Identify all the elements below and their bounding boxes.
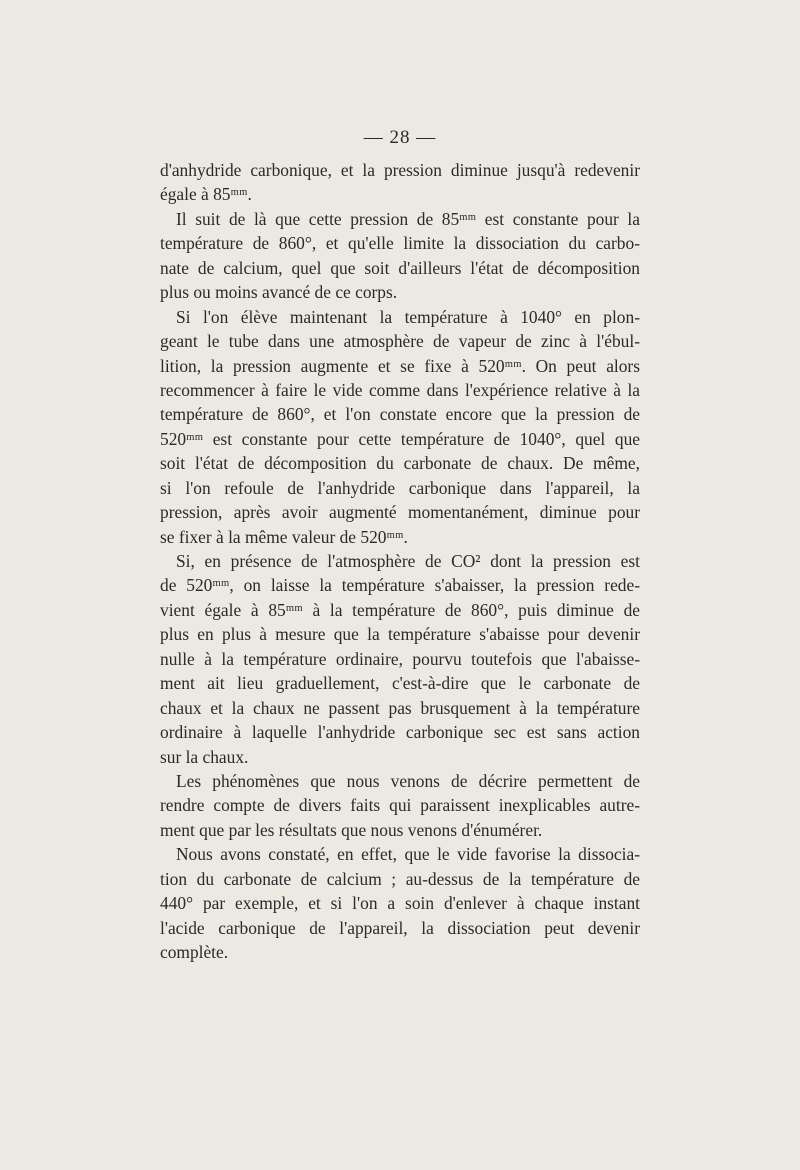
text-line: nulle à la température ordinaire, pourvu toutefois que l'abaisse- — [160, 648, 640, 669]
text-line: vient égale à 85ᵐᵐ à la température de 860°, puis diminue de — [160, 599, 640, 620]
text-line: pression, après avoir augmenté momentanément, diminue pour — [160, 502, 640, 523]
text-line: nate de calcium, quel que soit d'ailleurs l'état de décomposition — [160, 257, 640, 278]
text-line: sur la chaux. — [160, 746, 249, 767]
text-line: Les phénomènes que nous venons de décrire permettent de — [176, 770, 640, 791]
text-line: recommencer à faire le vide comme dans l'expérience relative à la — [160, 379, 640, 400]
text-line: 520ᵐᵐ est constante pour cette température de 1040°, quel que — [160, 428, 640, 449]
text-line: température de 860°, et qu'elle limite la dissociation du carbo- — [160, 233, 640, 254]
text-line: température de 860°, et l'on constate encore que la pression de — [160, 404, 640, 425]
text-line: Si, en présence de l'atmosphère de CO² dont la pression est — [176, 551, 640, 571]
text-line: rendre compte de divers faits qui paraissent inexplicables autre- — [160, 795, 640, 816]
text-line: Nous avons constaté, en effet, que le vide favorise la dissocia- — [176, 844, 640, 865]
text-line: d'anhydride carbonique, et la pression diminue jusqu'à redevenir — [160, 160, 640, 180]
text-line: plus en plus à mesure que la température s'abaisse pour devenir — [160, 624, 640, 645]
text-line: lition, la pression augmente et se fixe à 520ᵐᵐ. On peut alors — [160, 355, 640, 376]
text-line: se fixer à la même valeur de 520ᵐᵐ. — [160, 526, 408, 547]
text-line: soit l'état de décomposition du carbonate de chaux. De même, — [160, 453, 640, 474]
text-line: tion du carbonate de calcium ; au-dessus de la température de — [160, 868, 640, 889]
page-number: — 28 — — [363, 127, 437, 148]
text-line: Il suit de là que cette pression de 85ᵐᵐ est constante pour la — [176, 208, 640, 229]
body-text — [160, 158, 640, 964]
text-line: plus ou moins avancé de ce corps. — [160, 282, 398, 303]
text-line: complète. — [160, 942, 229, 962]
text-line: l'acide carbonique de l'appareil, la dissociation peut devenir — [160, 917, 640, 938]
text-line: ment que par les résultats que nous venons d'énumérer. — [160, 819, 543, 840]
text-line: ordinaire à laquelle l'anhydride carbonique sec est sans action — [160, 722, 640, 743]
text-line: égale à 85ᵐᵐ. — [160, 184, 252, 205]
text-line: Si l'on élève maintenant la température à 1040° en plon- — [176, 306, 640, 327]
text-line: ment ait lieu graduellement, c'est-à-dire que le carbonate de — [160, 673, 640, 694]
text-line: geant le tube dans une atmosphère de vapeur de zinc à l'ébul- — [160, 331, 640, 352]
text-line: chaux et la chaux ne passent pas brusquement à la température — [160, 697, 640, 718]
text-line: si l'on refoule de l'anhydride carbonique dans l'appareil, la — [160, 477, 640, 498]
text-line: de 520ᵐᵐ, on laisse la température s'abaisser, la pression rede- — [160, 575, 640, 596]
text-line: 440° par exemple, et si l'on a soin d'enlever à chaque instant — [160, 893, 640, 914]
